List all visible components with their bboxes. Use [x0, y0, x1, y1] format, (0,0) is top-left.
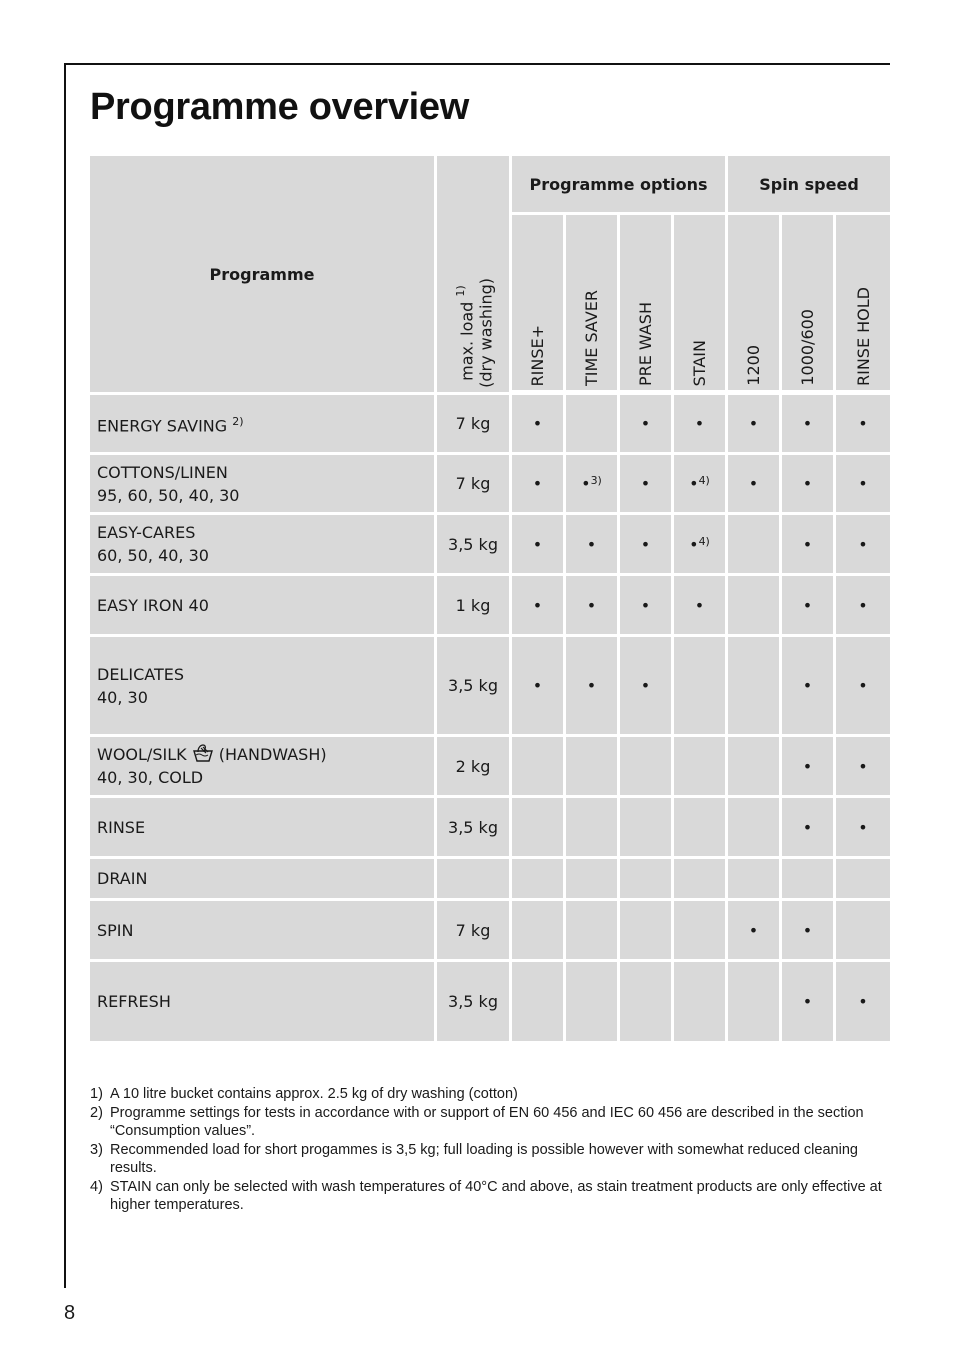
availability-dot: • — [586, 676, 597, 695]
availability-cell — [836, 515, 890, 576]
footnote-number: 2) — [90, 1104, 103, 1121]
availability-dot: • — [858, 817, 868, 837]
availability-cell — [728, 395, 782, 455]
max-load-cell: 3,5 kg — [437, 637, 512, 737]
availability-cell — [728, 455, 782, 515]
availability-cell — [512, 576, 566, 637]
availability-dot: • — [802, 992, 813, 1011]
availability-cell — [512, 737, 566, 798]
availability-cell — [782, 637, 836, 737]
footnote-number: 3) — [90, 1141, 103, 1158]
availability-cell — [728, 859, 782, 901]
footnote-text: A 10 litre bucket contains approx. 2.5 kg of dry washing (cotton) — [110, 1086, 518, 1102]
availability-dot: • — [748, 920, 759, 940]
availability-dot: • — [858, 756, 868, 776]
footnote-number: 1) — [90, 1086, 103, 1102]
availability-cell — [566, 901, 620, 962]
column-header-options-3 — [674, 215, 728, 395]
availability-cell — [512, 859, 566, 901]
availability-cell — [512, 455, 566, 515]
max-load-cell: 1 kg — [437, 576, 512, 637]
availability-dot: • — [802, 920, 813, 940]
programme-overview-table — [90, 156, 890, 1044]
availability-cell — [782, 901, 836, 962]
availability-dot: • — [694, 595, 705, 615]
availability-cell — [512, 798, 566, 859]
availability-cell — [728, 515, 782, 576]
availability-cell — [620, 395, 674, 455]
footnote-item — [90, 1141, 890, 1178]
availability-cell — [836, 455, 890, 515]
availability-dot: • — [532, 676, 543, 695]
availability-cell — [620, 576, 674, 637]
availability-cell — [674, 455, 728, 515]
programme-name-cell — [90, 515, 437, 576]
programme-name: RINSE — [97, 817, 146, 837]
availability-dot: • — [802, 414, 813, 433]
column-group-programme-options: Programme options — [512, 156, 728, 215]
availability-dot: • — [858, 992, 868, 1011]
availability-cell — [782, 962, 836, 1044]
page-title: Programme overview — [90, 86, 469, 128]
programme-name: DELICATES — [97, 664, 184, 684]
footnote-item — [90, 1178, 890, 1215]
availability-cell — [674, 859, 728, 901]
programme-name: WOOL/SILK — [97, 745, 187, 764]
availability-dot: • — [640, 414, 651, 433]
column-header-spin-1 — [782, 215, 836, 395]
availability-dot: • — [802, 474, 813, 493]
column-header-programme: Programme — [90, 156, 437, 395]
availability-cell — [566, 395, 620, 455]
footnote-item — [90, 1104, 890, 1141]
programme-name: EASY-CARES — [97, 523, 196, 542]
max-load-sublabel: (dry washing) — [476, 278, 496, 388]
availability-cell — [782, 859, 836, 901]
table-row — [90, 395, 890, 455]
programme-name-cell — [90, 576, 437, 637]
programme-name: DRAIN — [97, 869, 148, 888]
table-row — [90, 737, 890, 798]
availability-dot: • — [689, 534, 699, 554]
availability-cell — [836, 901, 890, 962]
availability-cell — [566, 637, 620, 737]
availability-cell — [836, 859, 890, 901]
footnote-text: Programme settings for tests in accordance with or support of EN 60 456 and IEC 60 456 are described in the section “Consumption values”. — [110, 1104, 864, 1139]
programme-name-cell — [90, 455, 437, 515]
availability-dot: • — [532, 474, 543, 493]
availability-cell — [566, 859, 620, 901]
availability-dot: • — [581, 474, 591, 493]
availability-cell — [566, 737, 620, 798]
availability-cell — [566, 962, 620, 1044]
availability-cell — [728, 901, 782, 962]
footnotes — [90, 1085, 890, 1215]
availability-cell — [566, 455, 620, 515]
column-header-label: PRE WASH — [636, 301, 655, 386]
availability-cell — [674, 901, 728, 962]
programme-name: ENERGY SAVING — [97, 416, 228, 436]
availability-cell — [836, 637, 890, 737]
programme-name-cell — [90, 798, 437, 859]
programme-temperatures: 40, 30 — [97, 687, 148, 707]
table-row — [90, 798, 890, 859]
table-row — [90, 515, 890, 576]
availability-cell — [674, 798, 728, 859]
handwash-basin-icon — [192, 745, 214, 764]
availability-dot: • — [802, 676, 813, 695]
max-load-cell — [437, 859, 512, 901]
table-row — [90, 859, 890, 901]
column-header-label: 1000/600 — [798, 309, 817, 386]
table-row — [90, 455, 890, 515]
column-header-options-0 — [512, 215, 566, 395]
availability-dot: • — [694, 414, 705, 433]
programme-name-cell — [90, 637, 437, 737]
programme-name-suffix: (HANDWASH) — [218, 745, 327, 764]
footnote-text: STAIN can only be selected with wash temperatures of 40°C and above, as stain treatment products are only effective at higher temperatures. — [110, 1178, 882, 1213]
availability-cell — [836, 395, 890, 455]
column-header-spin-2 — [836, 215, 890, 395]
max-load-cell: 3,5 kg — [437, 515, 512, 576]
availability-cell — [836, 576, 890, 637]
availability-cell — [782, 515, 836, 576]
table-row — [90, 637, 890, 737]
availability-dot: • — [640, 474, 651, 493]
availability-cell — [728, 576, 782, 637]
footnote-number: 4) — [90, 1178, 103, 1195]
column-header-max-load — [437, 156, 512, 395]
column-header-label: RINSE HOLD — [853, 286, 873, 386]
availability-dot: • — [802, 817, 813, 837]
availability-footnote-ref: 4) — [698, 474, 710, 487]
availability-cell — [674, 637, 728, 737]
availability-cell — [674, 395, 728, 455]
column-header-spin-0 — [728, 215, 782, 395]
availability-dot: • — [858, 474, 868, 493]
column-header-label: TIME SAVER — [582, 289, 601, 386]
availability-dot: • — [748, 414, 759, 433]
availability-dot: • — [586, 534, 597, 554]
availability-dot: • — [858, 534, 868, 554]
page-number: 8 — [64, 1302, 76, 1324]
availability-dot: • — [532, 534, 543, 554]
programme-name-cell — [90, 901, 437, 962]
availability-dot: • — [748, 474, 759, 493]
availability-dot: • — [802, 756, 813, 776]
footnote-item — [90, 1085, 890, 1104]
availability-cell — [620, 901, 674, 962]
availability-cell — [782, 576, 836, 637]
availability-dot: • — [532, 414, 543, 433]
availability-cell — [512, 901, 566, 962]
programme-temperatures: 40, 30, COLD — [97, 768, 204, 787]
availability-footnote-ref: 4) — [698, 534, 710, 548]
availability-cell — [782, 737, 836, 798]
max-load-cell: 7 kg — [437, 901, 512, 962]
availability-cell — [620, 515, 674, 576]
column-header-label: 1200 — [744, 345, 763, 386]
availability-cell — [566, 576, 620, 637]
programme-name-cell — [90, 962, 437, 1044]
availability-cell — [728, 637, 782, 737]
availability-dot: • — [640, 676, 651, 695]
programme-temperatures: 60, 50, 40, 30 — [97, 546, 209, 565]
availability-dot: • — [586, 595, 597, 615]
max-load-cell: 3,5 kg — [437, 962, 512, 1044]
max-load-cell: 3,5 kg — [437, 798, 512, 859]
programme-name: REFRESH — [97, 992, 171, 1011]
column-group-spin-speed: Spin speed — [728, 156, 890, 215]
availability-cell — [620, 455, 674, 515]
availability-cell — [836, 798, 890, 859]
max-load-label: max. load — [457, 301, 477, 381]
column-header-options-1 — [566, 215, 620, 395]
availability-cell — [620, 859, 674, 901]
availability-dot: • — [640, 534, 651, 554]
availability-cell — [512, 962, 566, 1044]
programme-name: COTTONS/LINEN — [97, 462, 228, 482]
max-load-cell: 7 kg — [437, 395, 512, 455]
availability-cell — [674, 962, 728, 1044]
availability-cell — [620, 737, 674, 798]
availability-cell — [512, 395, 566, 455]
page-frame-left-rule — [64, 63, 66, 1288]
availability-cell — [782, 798, 836, 859]
availability-cell — [836, 962, 890, 1044]
column-header-label: STAIN — [690, 339, 709, 386]
availability-cell — [728, 798, 782, 859]
availability-cell — [674, 737, 728, 798]
availability-dot: • — [640, 595, 651, 615]
footnote-text: Recommended load for short progammes is 3,5 kg; full loading is possible however with somewhat reduced cleaning results. — [110, 1141, 858, 1176]
availability-cell — [728, 737, 782, 798]
availability-dot: • — [802, 534, 813, 554]
table-row — [90, 576, 890, 637]
availability-cell — [836, 737, 890, 798]
programme-name: SPIN — [97, 920, 134, 940]
availability-cell — [566, 798, 620, 859]
availability-cell — [620, 637, 674, 737]
programme-temperatures: 95, 60, 50, 40, 30 — [97, 485, 240, 505]
availability-cell — [566, 515, 620, 576]
max-load-cell: 7 kg — [437, 455, 512, 515]
availability-cell — [674, 515, 728, 576]
availability-dot: • — [532, 595, 543, 615]
availability-dot: • — [858, 676, 868, 695]
programme-name-cell — [90, 395, 437, 455]
programme-name: EASY IRON 40 — [97, 595, 209, 615]
availability-cell — [728, 962, 782, 1044]
column-header-options-2 — [620, 215, 674, 395]
availability-cell — [512, 515, 566, 576]
page-frame-top-rule — [64, 63, 890, 65]
availability-cell — [620, 962, 674, 1044]
table-row — [90, 962, 890, 1044]
availability-cell — [782, 395, 836, 455]
availability-cell — [674, 576, 728, 637]
availability-dot: • — [858, 414, 868, 433]
availability-cell — [620, 798, 674, 859]
availability-cell — [782, 455, 836, 515]
availability-dot: • — [802, 595, 813, 615]
table-row — [90, 901, 890, 962]
max-load-cell: 2 kg — [437, 737, 512, 798]
max-load-footnote-ref: 1) — [453, 285, 467, 297]
availability-cell — [512, 637, 566, 737]
availability-footnote-ref: 3) — [590, 474, 602, 487]
programme-name-cell — [90, 859, 437, 901]
availability-dot: • — [689, 474, 699, 493]
availability-dot: • — [858, 595, 868, 615]
programme-footnote-ref: 2) — [232, 414, 244, 428]
programme-name-cell — [90, 737, 437, 798]
column-header-label: RINSE+ — [528, 324, 547, 386]
